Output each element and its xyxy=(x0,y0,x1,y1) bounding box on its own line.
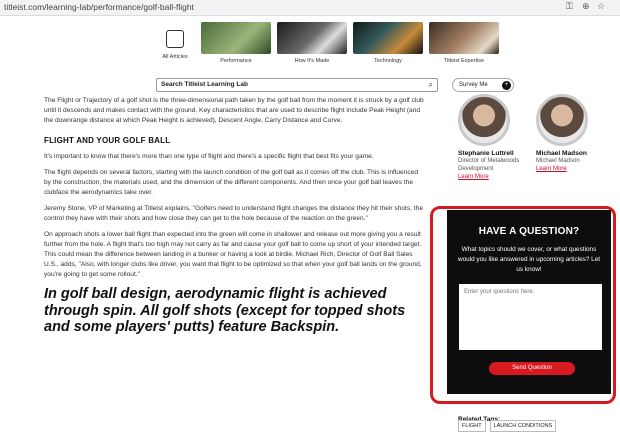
avatar xyxy=(458,94,510,146)
section-heading: FLIGHT AND YOUR GOLF BALL xyxy=(44,136,171,145)
tag-launch-conditions[interactable]: LAUNCH CONDITIONS xyxy=(490,420,557,432)
articles-icon xyxy=(166,30,184,48)
article-paragraph: Jeremy Stone, VP of Marketing at Titleist explains, "Golfers need to understand flight changes the distance they hit their shots, the control they have with their shots and how close they can get to the hole because of the reaction on the green." xyxy=(44,205,424,222)
technology-thumbnail xyxy=(353,22,423,54)
zoom-icon[interactable]: ⊕ xyxy=(582,1,590,11)
learn-more-link[interactable]: Learn More xyxy=(536,166,567,172)
nav-titleist-expertise[interactable]: Titleist Expertise xyxy=(429,22,499,64)
article-paragraph: The flight depends on several factors, starting with the launch condition of the golf ball as it comes off the club. This is influenced by the construction, the materials used, and the dimension of the different components. And then once your golf ball leaves the clubface the aerodynamics take over. xyxy=(44,169,418,196)
nav-all-articles[interactable]: All Articles xyxy=(155,22,195,64)
browser-address-bar[interactable] xyxy=(0,0,620,16)
search-placeholder: Search Titleist Learning Lab xyxy=(161,81,248,88)
search-input[interactable] xyxy=(156,78,438,92)
article-body xyxy=(44,96,426,336)
search-icon[interactable]: ⌕ xyxy=(428,80,433,89)
expertise-thumbnail xyxy=(429,22,499,54)
key-icon[interactable]: ⚿ xyxy=(566,1,573,11)
url-text[interactable]: titleist.com/learning-lab/performance/golf-ball-flight xyxy=(4,2,194,12)
nav-how-its-made[interactable]: How It's Made xyxy=(277,22,347,64)
question-textarea[interactable] xyxy=(459,284,602,350)
how-its-made-thumbnail xyxy=(277,22,347,54)
article-paragraph: It's important to know that there's more than one type of flight and there's a specific flight that best fits your game. xyxy=(44,153,374,160)
performance-thumbnail xyxy=(201,22,271,54)
question-heading: HAVE A QUESTION? xyxy=(478,226,580,237)
bookmark-star-icon[interactable]: ☆ xyxy=(597,1,606,11)
survey-badge-icon: + xyxy=(502,81,511,90)
category-nav xyxy=(155,22,499,64)
tag-list xyxy=(458,420,556,432)
avatar xyxy=(536,94,588,146)
survey-me-button[interactable]: Survey Me + xyxy=(452,78,514,92)
tag-flight[interactable]: FLIGHT xyxy=(458,420,486,432)
nav-technology[interactable]: Technology xyxy=(353,22,423,64)
author-card: Michael Madson Michael Madson Learn More xyxy=(536,94,606,172)
article-intro: The Flight or Trajectory of a golf shot is the three-dimensional path taken by the golf ball from the moment it is struck by a golf club until it descends and makes contact with the ground. Key characteristics that are used to describe flight include Peak Height (and the downrange distance at which Peak Height is achieved), Descent Angle, Carry Distance and Curve. xyxy=(44,97,424,124)
pull-quote: In golf ball design, aerodynamic flight is achieved through spin. All golf shots (except for topped shots and some players' putts) feature Backspin. xyxy=(44,286,406,335)
question-box xyxy=(447,210,611,394)
learn-more-link[interactable]: Learn More xyxy=(458,174,489,180)
article-paragraph: On approach shots a lower ball flight than expected into the green will come in shallower and release out more giving you a result further from the hole. A flight that's too high may not carry as far and cause your golf ball to come up short of your intended target. This could mean the difference between landing in a bunker or having a look at birdie. Michael Rich, Director of Golf Ball Sales U.S., adds, "Also, with longer clubs like driver, you want that flight to be optimized so that when your golf ball lands on the ground, you're going to get some rollout." xyxy=(44,231,422,278)
send-question-button[interactable]: Send Question xyxy=(489,362,575,375)
author-card: Stephanie Luttrell Director of Metalwoods Development Learn More xyxy=(458,94,528,180)
question-description: What topics should we cover, or what questions would you like answered in upcoming articles? Let us know! xyxy=(457,246,601,273)
nav-performance[interactable]: Performance xyxy=(201,22,271,64)
